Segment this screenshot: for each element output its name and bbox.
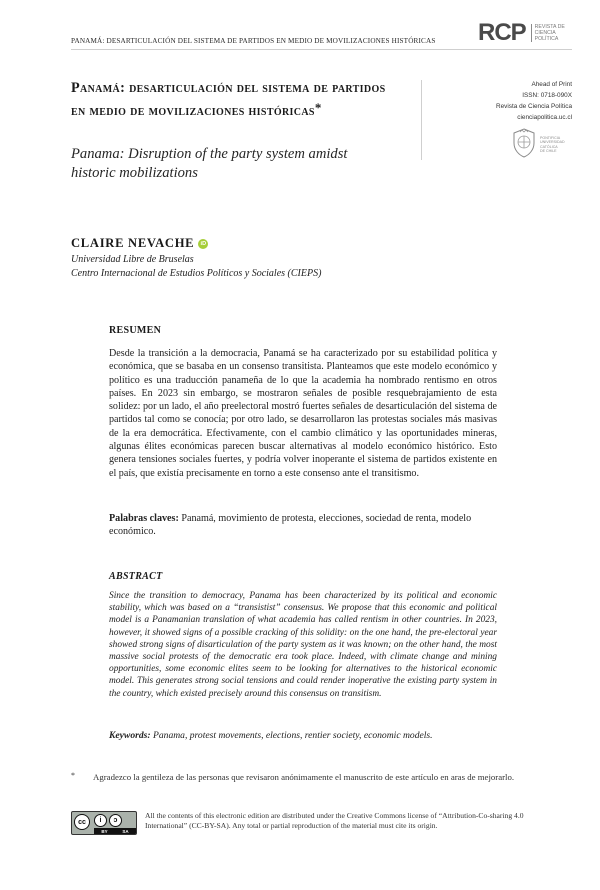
author-name [71,236,208,251]
university-name [540,136,565,154]
title-divider [421,80,422,160]
university-seal-icon [512,128,536,158]
orcid-icon[interactable]: iD [198,239,208,249]
publication-status: Ahead of Print [531,81,572,88]
share-alike-icon: ↄ [109,814,122,827]
keywords-label: Palabras claves: [109,513,179,524]
badge-label: BY [101,828,108,834]
header-divider [71,49,572,50]
seal-line: UNIVERSIDAD [540,140,565,145]
logo-word: CIENCIA [534,29,556,36]
keywords-list: Panama, protest movements, elections, rentier society, economic models. [152,730,433,741]
footnote-text: Agradezco la gentileza de las personas que revisaron anónimamente el manuscrito de este artículo en aras de mejorarlo. [93,772,515,782]
abstract-keywords [109,729,497,742]
title-footnote-marker: * [314,100,322,115]
abstract-heading: ABSTRACT [109,571,163,582]
attribution-icon: i [94,814,107,827]
journal-name: Revista de Ciencia Política [495,103,572,110]
issn: ISSN: 0718-090X [522,92,572,99]
badge-label-strip [94,828,136,834]
resumen-keywords [109,512,497,539]
logo-word: POLÍTICA [534,36,559,43]
publication-meta [496,79,572,123]
title-english: Panama: Disruption of the party system amidst historic mobilizations [71,146,348,181]
license-text: All the contents of this electronic edition are distributed under the Creative Commons license of “Attribution-Co-sharing 4.0 International” (CC-BY-SA). Any total or partial reproduction of the material must cite its origin. [145,811,524,831]
resumen-heading: RESUMEN [109,325,162,336]
badge-label: SA [122,828,129,834]
creative-commons-badge[interactable] [71,811,137,835]
logo-mark: RCP [478,19,526,46]
footnote-marker: * [71,771,75,780]
seal-line: PONTIFICIA [540,136,561,140]
keywords-label: Keywords: [109,730,151,741]
logo-word: REVISTA DE [534,23,565,30]
abstract-body: Since the transition to democracy, Panama has been characterized by its political and economic stability, which was based on a “transistist” consensus. We propose that this economic and political model is a Panamanian translation of what academia has called rentism in other countries. In 2023, however, it showed signs of a possible cracking of this solidity: on the one hand, the pre-electoral year showed strong signs of disarticulation of the party system as it was known; on the other hand, the most massive social protests of the democratic era took place. Indeed, with climate change and mining opportunities, some economic elites seem to be looking for alternatives to the historical economic model. This generates strong social tensions and could render inoperative the existing party system in the country, which existed precisely around this consensus on transitism. [109,591,497,699]
keywords-list: Panamá, movimiento de protesta, elecciones, sociedad de renta, modelo económico. [109,513,472,538]
seal-line: CATÓLICA [540,144,558,149]
affiliation: Universidad Libre de Bruselas [71,254,194,265]
journal-website: cienciapolitica.uc.cl [517,114,572,121]
title-spanish [71,78,391,121]
cc-icon: cc [74,814,90,830]
journal-logo [478,20,565,46]
logo-wordmark [531,24,565,43]
resumen-body: Desde la transición a la democracia, Panamá se ha caracterizado por su estabilidad política y económica, que se basaba en un consenso transitista. Planteamos que este modelo económico y político es una traducción panameña de lo que la academia ha nombrado rentismo en otros países. En 2023 sin embargo, se mostraron señales de posible resquebrajamiento de esta solidez: por un lado, el año preelectoral mostró fuertes señales de desarticulación del sistema de partidos tal como se conocía; por otro lado, se desarrollaron las protestas sociales más masivas de la era democrática. Efectivamente, con el cambio climático y las oportunidades mineras, algunas élites económicas parecen buscar alternativas al modelo económico histórico. Esto genera tensiones sociales fuertes, y podría volver inoperante el sistema de partidos existente en el país, que existía precisamente en torno a este consenso ante el transitismo. [109,348,497,479]
title-spanish-text: Panamá: desarticulación del sistema de partidos en medio de movilizaciones históricas [71,80,386,119]
seal-line: DE CHILE [540,149,557,154]
author-name-text: CLAIRE NEVACHE [71,236,195,250]
running-title: PANAMÁ: DESARTICULACIÓN DEL SISTEMA DE PARTIDOS EN MEDIO DE MOVILIZACIONES HISTÓRICAS [71,37,436,45]
affiliation: Centro Internacional de Estudios Políticos y Sociales (CIEPS) [71,268,322,279]
